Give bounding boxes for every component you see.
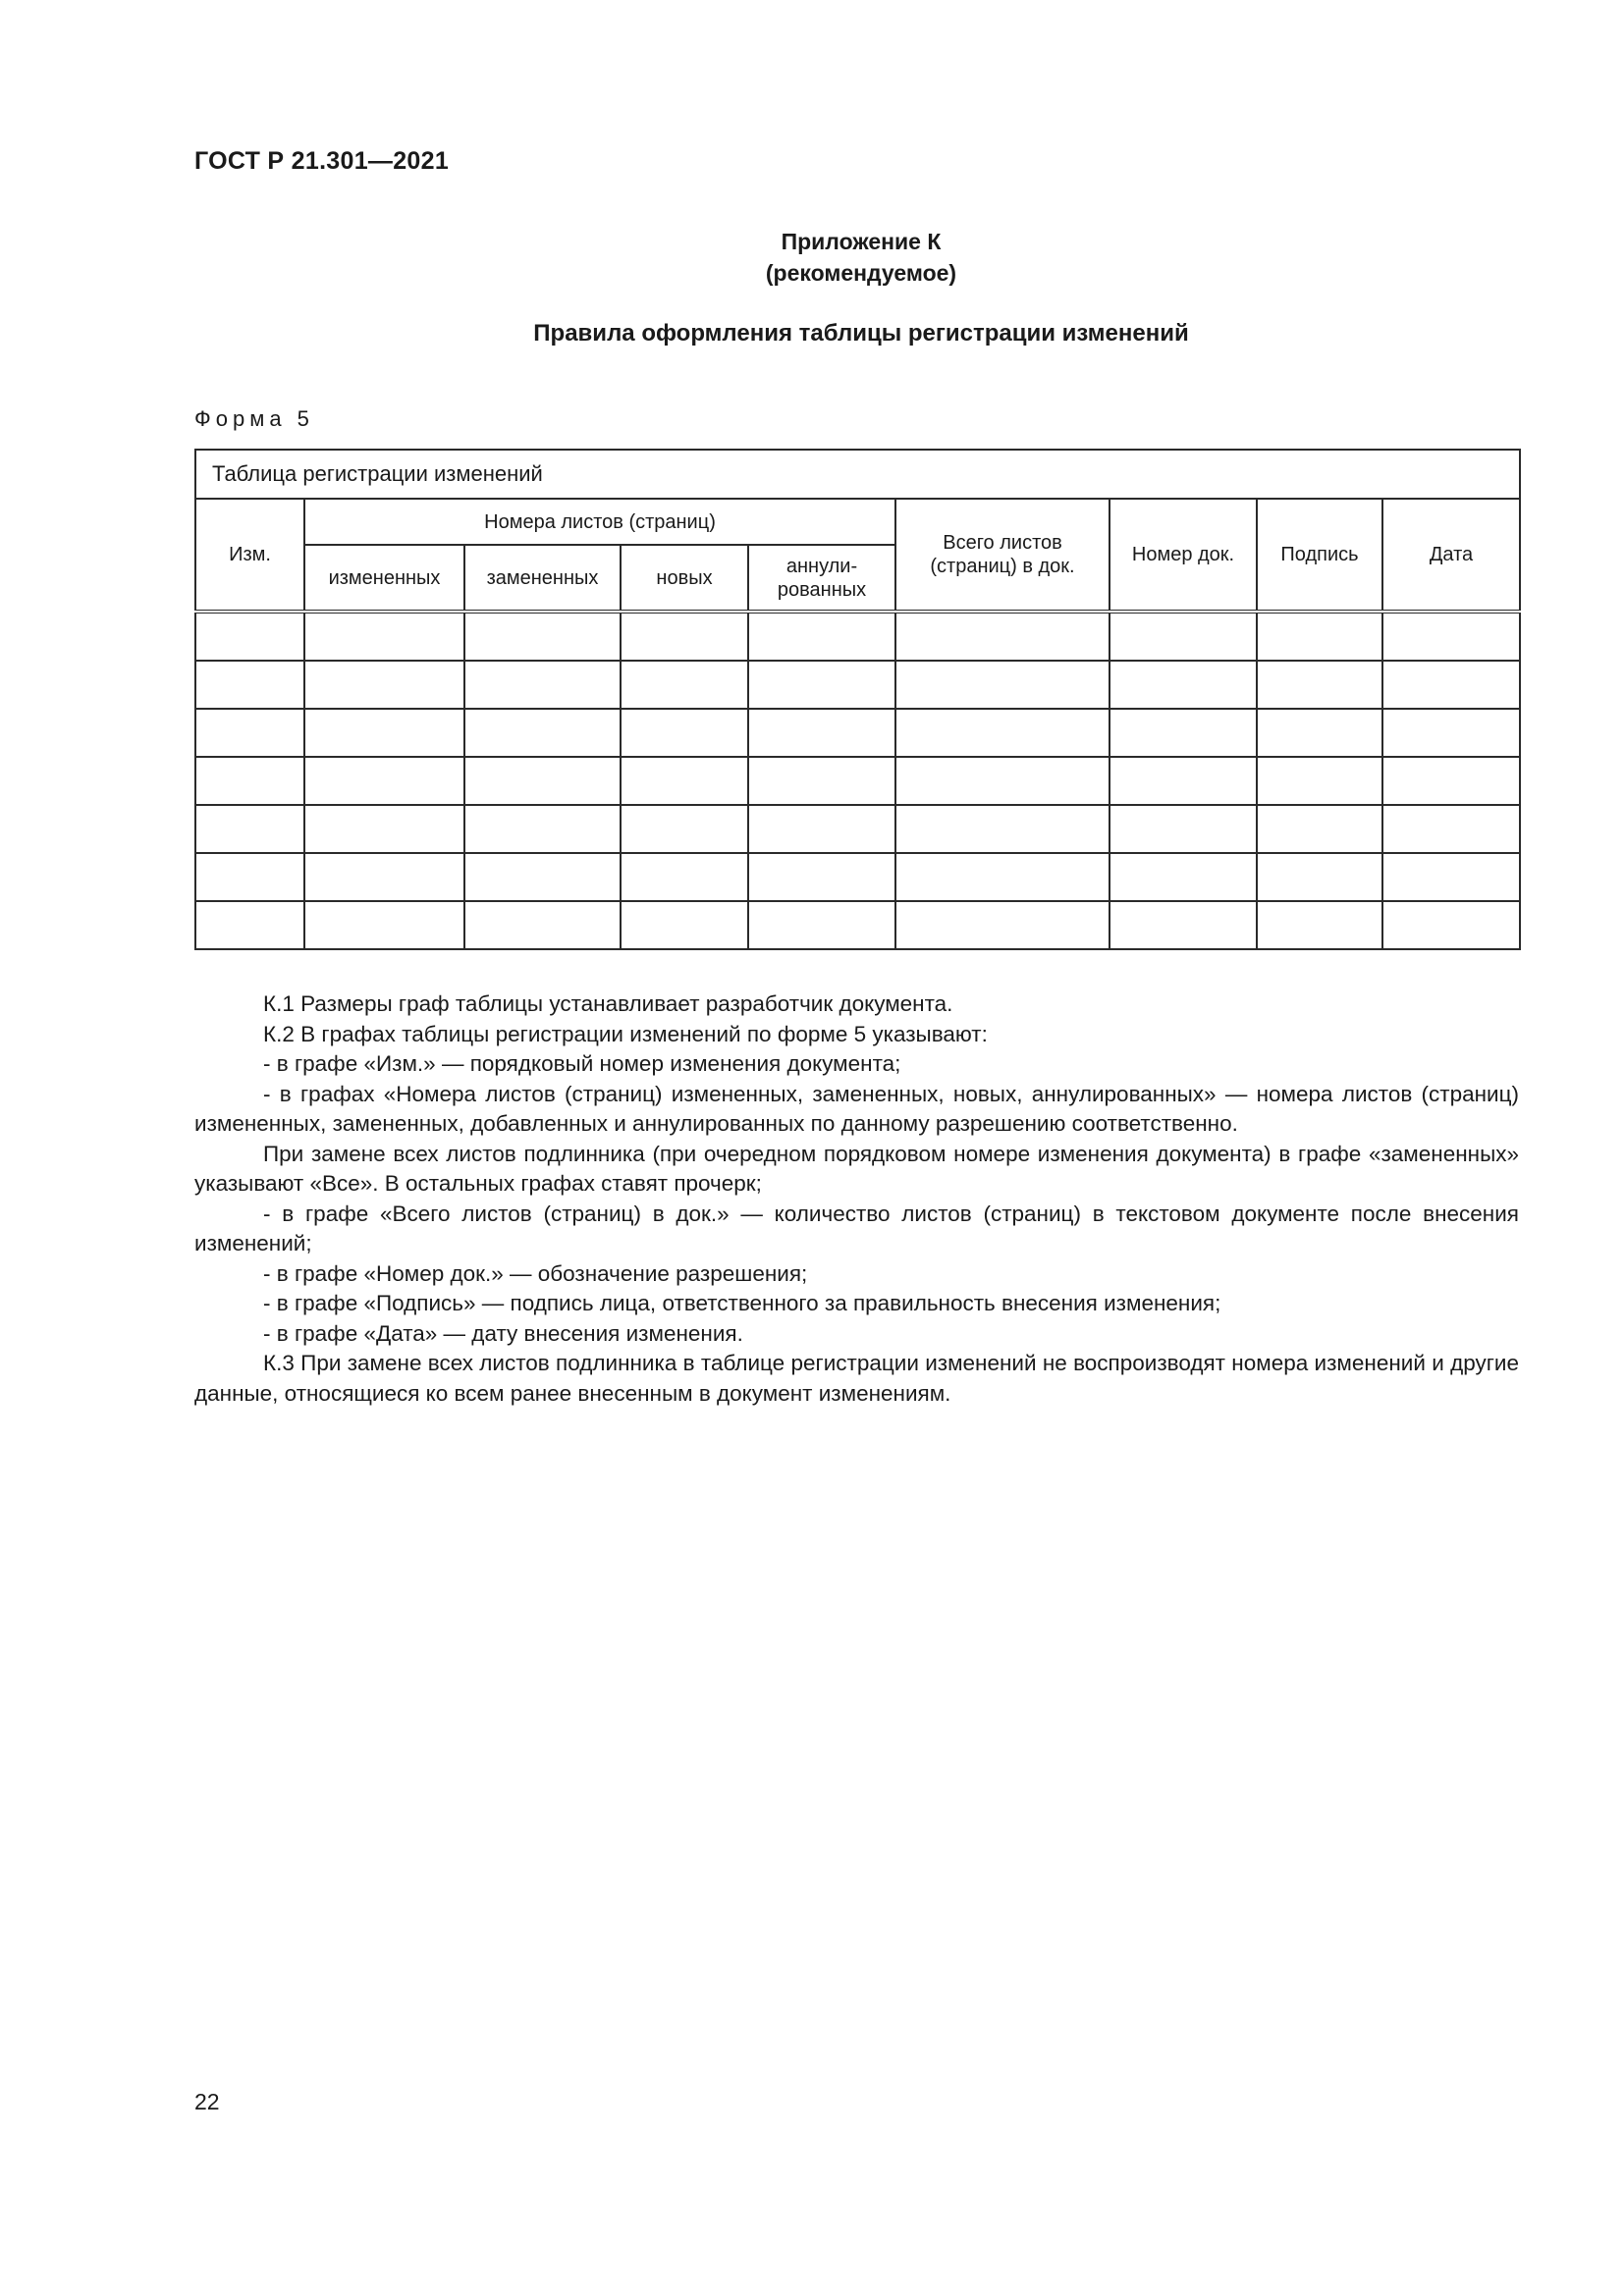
change-registration-table xyxy=(194,449,1521,950)
header-sheet-numbers: Номера листов (страниц) xyxy=(304,499,895,545)
form-label: Форма 5 xyxy=(194,406,314,431)
header-replaced: замененных xyxy=(464,545,621,612)
table-cell xyxy=(1110,661,1257,709)
table-row xyxy=(195,757,1520,805)
table-cell xyxy=(1110,709,1257,757)
header-annulled xyxy=(748,545,895,612)
table-cell xyxy=(464,709,621,757)
table-cell xyxy=(464,757,621,805)
table-cell xyxy=(748,853,895,901)
table-cell xyxy=(621,901,748,949)
table-cell xyxy=(1110,853,1257,901)
paragraph: - в графах «Номера листов (страниц) измененных, замененных, новых, аннулированных» — номера листов (страниц) измененных, замененных, добавленных и аннулированных по данному разрешению соответственно. xyxy=(194,1081,1519,1136)
appendix-title: Приложение К xyxy=(781,229,942,254)
table-cell xyxy=(895,661,1110,709)
table-cell xyxy=(1382,853,1520,901)
paragraph: - в графе «Изм.» — порядковый номер изменения документа; xyxy=(263,1051,901,1076)
table-cell xyxy=(621,805,748,853)
header-doc-number: Номер док. xyxy=(1110,499,1257,612)
header-total-line1: Всего листов xyxy=(943,532,1062,554)
header-annulled-line1: аннули- xyxy=(785,555,858,577)
table-cell xyxy=(895,853,1110,901)
table-cell xyxy=(304,853,464,901)
table-row xyxy=(195,709,1520,757)
paragraph: К.2 В графах таблицы регистрации изменений по форме 5 указывают: xyxy=(263,1021,988,1046)
section-title: Правила оформления таблицы регистрации изменений xyxy=(533,320,1189,347)
paragraph: - в графе «Подпись» — подпись лица, ответственного за правильность внесения изменения; xyxy=(263,1291,1221,1315)
table-cell xyxy=(304,612,464,661)
table-cell xyxy=(748,709,895,757)
table-cell xyxy=(1257,661,1382,709)
table-row xyxy=(195,805,1520,853)
instructions-text xyxy=(194,989,1519,1409)
table-cell xyxy=(1382,612,1520,661)
appendix-status: (рекомендуемое) xyxy=(765,260,957,286)
table-cell xyxy=(621,853,748,901)
table-cell xyxy=(748,661,895,709)
table-cell xyxy=(304,709,464,757)
table-cell xyxy=(1110,757,1257,805)
document-standard-header: ГОСТ Р 21.301—2021 xyxy=(194,147,450,175)
table-cell xyxy=(1110,901,1257,949)
paragraph: - в графе «Номер док.» — обозначение разрешения; xyxy=(263,1260,808,1286)
table-cell xyxy=(304,757,464,805)
table-cell xyxy=(895,709,1110,757)
table-row xyxy=(195,661,1520,709)
table-cell xyxy=(621,709,748,757)
table-cell xyxy=(195,612,304,661)
table-cell xyxy=(195,709,304,757)
table-cell xyxy=(895,901,1110,949)
table-cell xyxy=(464,901,621,949)
paragraph: - в графе «Дата» — дату внесения изменения. xyxy=(263,1320,743,1346)
table-cell xyxy=(1110,805,1257,853)
table-cell xyxy=(1382,901,1520,949)
table-cell xyxy=(1382,757,1520,805)
table-cell xyxy=(304,661,464,709)
table-cell xyxy=(195,661,304,709)
paragraph: - в графе «Всего листов (страниц) в док.» — количество листов (страниц) в текстовом документе после внесения изменений; xyxy=(194,1201,1519,1255)
table-cell xyxy=(621,612,748,661)
header-total-sheets xyxy=(895,499,1110,612)
header-signature: Подпись xyxy=(1257,499,1382,612)
table-cell xyxy=(195,853,304,901)
table-row xyxy=(195,612,1520,661)
table-cell xyxy=(748,612,895,661)
paragraph: К.1 Размеры граф таблицы устанавливает разработчик документа. xyxy=(263,991,953,1016)
paragraph: К.3 При замене всех листов подлинника в таблице регистрации изменений не воспроизводят номера изменений и другие данные, относящиеся ко всем ранее внесенным в документ изменениям. xyxy=(194,1351,1519,1406)
table-caption: Таблица регистрации изменений xyxy=(195,450,1520,499)
header-izm: Изм. xyxy=(195,499,304,612)
header-changed: измененных xyxy=(304,545,464,612)
paragraph: При замене всех листов подлинника (при очередном порядковом номере изменения документа) в графе «замененных» указывают «Все». В остальных графах ставят прочерк; xyxy=(194,1141,1519,1196)
table-cell xyxy=(1257,901,1382,949)
appendix-heading xyxy=(0,226,1624,289)
header-new: новых xyxy=(621,545,748,612)
table-cell xyxy=(1257,709,1382,757)
header-annulled-line2: рованных xyxy=(777,578,867,601)
table-cell xyxy=(748,757,895,805)
table-cell xyxy=(1257,805,1382,853)
table-cell xyxy=(895,757,1110,805)
table-cell xyxy=(464,612,621,661)
table-cell xyxy=(195,757,304,805)
table-cell xyxy=(1257,612,1382,661)
table-cell xyxy=(895,612,1110,661)
header-total-line2: (страниц) в док. xyxy=(930,556,1075,577)
table-cell xyxy=(304,805,464,853)
table-cell xyxy=(464,805,621,853)
table-cell xyxy=(748,901,895,949)
table-cell xyxy=(1382,805,1520,853)
table-cell xyxy=(748,805,895,853)
page-number: 22 xyxy=(194,2089,220,2114)
table-cell xyxy=(1257,853,1382,901)
table-cell xyxy=(464,661,621,709)
table-cell xyxy=(895,805,1110,853)
table-cell xyxy=(1257,757,1382,805)
table-cell xyxy=(621,661,748,709)
table-cell xyxy=(464,853,621,901)
table-body xyxy=(195,612,1520,949)
table-cell xyxy=(304,901,464,949)
header-date: Дата xyxy=(1382,499,1520,612)
table-cell xyxy=(195,901,304,949)
table-cell xyxy=(621,757,748,805)
table-cell xyxy=(1382,709,1520,757)
table-cell xyxy=(195,805,304,853)
table-row xyxy=(195,853,1520,901)
table-cell xyxy=(1110,612,1257,661)
table-cell xyxy=(1382,661,1520,709)
table-row xyxy=(195,901,1520,949)
